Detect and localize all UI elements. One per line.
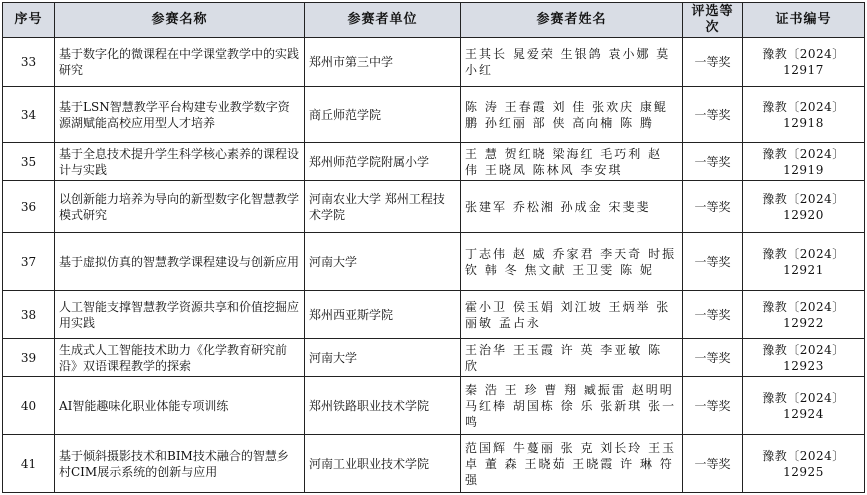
table-row — [3, 233, 865, 291]
header-people: 参赛者姓名 — [461, 3, 683, 38]
cell-unit: 河南大学 — [305, 339, 461, 377]
cell-name: 生成式人工智能技术助力《化学教育研究前沿》双语课程教学的探索 — [55, 339, 305, 377]
cell-index: 33 — [3, 38, 55, 87]
cell-unit: 河南农业大学 郑州工程技术学院 — [305, 181, 461, 233]
cell-people: 王治华 王玉霞 许 英 李亚敏 陈 欣 — [461, 339, 683, 377]
cell-people: 王 慧 贺红晓 梁海红 毛巧利 赵 伟 王晓凤 陈林风 李安琪 — [461, 143, 683, 181]
table-row — [3, 143, 865, 181]
cell-award: 一等奖 — [683, 87, 743, 143]
cell-award: 一等奖 — [683, 233, 743, 291]
cell-cert: 豫教〔2024〕12917 — [743, 38, 865, 87]
awards-table — [2, 2, 865, 493]
cell-index: 37 — [3, 233, 55, 291]
cell-cert: 豫教〔2024〕12924 — [743, 377, 865, 435]
cell-unit: 郑州师范学院附属小学 — [305, 143, 461, 181]
cell-award: 一等奖 — [683, 339, 743, 377]
header-index: 序号 — [3, 3, 55, 38]
cell-name: 人工智能支撑智慧教学资源共享和价值挖掘应用实践 — [55, 291, 305, 339]
cell-name: 基于倾斜摄影技术和BIM技术融合的智慧乡村CIM展示系统的创新与应用 — [55, 435, 305, 493]
cell-name: AI智能趣味化职业体能专项训练 — [55, 377, 305, 435]
table-row — [3, 377, 865, 435]
cell-award: 一等奖 — [683, 435, 743, 493]
cell-people: 陈 涛 王春霞 刘 佳 张欢庆 康鲲鹏 孙红丽 部 侠 高向楠 陈 腾 — [461, 87, 683, 143]
table-row — [3, 38, 865, 87]
cell-award: 一等奖 — [683, 377, 743, 435]
table-row — [3, 435, 865, 493]
cell-unit: 河南大学 — [305, 233, 461, 291]
table-row — [3, 87, 865, 143]
cell-people: 丁志伟 赵 威 乔家君 李天奇 时振钦 韩 冬 焦文献 王卫雯 陈 妮 — [461, 233, 683, 291]
cell-people: 张建军 乔松湘 孙成金 宋斐斐 — [461, 181, 683, 233]
header-unit: 参赛者单位 — [305, 3, 461, 38]
cell-name: 以创新能力培养为导向的新型数字化智慧教学模式研究 — [55, 181, 305, 233]
cell-people: 王其长 晁爱荣 生银鸽 袁小娜 莫小红 — [461, 38, 683, 87]
cell-index: 40 — [3, 377, 55, 435]
cell-unit: 郑州市第三中学 — [305, 38, 461, 87]
cell-cert: 豫教〔2024〕12918 — [743, 87, 865, 143]
cell-cert: 豫教〔2024〕12922 — [743, 291, 865, 339]
header-award: 评选等次 — [683, 3, 743, 38]
cell-index: 41 — [3, 435, 55, 493]
cell-cert: 豫教〔2024〕12919 — [743, 143, 865, 181]
cell-cert: 豫教〔2024〕12920 — [743, 181, 865, 233]
cell-unit: 郑州铁路职业技术学院 — [305, 377, 461, 435]
cell-index: 39 — [3, 339, 55, 377]
header-name: 参赛名称 — [55, 3, 305, 38]
cell-cert: 豫教〔2024〕12925 — [743, 435, 865, 493]
cell-index: 38 — [3, 291, 55, 339]
cell-award: 一等奖 — [683, 38, 743, 87]
table-row — [3, 291, 865, 339]
cell-cert: 豫教〔2024〕12923 — [743, 339, 865, 377]
cell-award: 一等奖 — [683, 291, 743, 339]
cell-people: 霍小卫 侯玉娟 刘江坡 王炳举 张丽敏 孟占永 — [461, 291, 683, 339]
cell-unit: 郑州西亚斯学院 — [305, 291, 461, 339]
cell-name: 基于数字化的微课程在中学课堂教学中的实践研究 — [55, 38, 305, 87]
table-row — [3, 339, 865, 377]
cell-index: 35 — [3, 143, 55, 181]
cell-award: 一等奖 — [683, 181, 743, 233]
cell-index: 36 — [3, 181, 55, 233]
cell-unit: 河南工业职业技术学院 — [305, 435, 461, 493]
table-row — [3, 181, 865, 233]
cell-name: 基于LSN智慧教学平台构建专业教学数字资源湖赋能高校应用型人才培养 — [55, 87, 305, 143]
header-cert: 证书编号 — [743, 3, 865, 38]
cell-cert: 豫教〔2024〕12921 — [743, 233, 865, 291]
cell-award: 一等奖 — [683, 143, 743, 181]
table-header-row — [3, 3, 865, 38]
cell-name: 基于全息技术提升学生科学核心素养的课程设计与实践 — [55, 143, 305, 181]
cell-people: 秦 浩 王 珍 曹 翔 臧振雷 赵明明 马红棒 胡国栋 徐 乐 张新琪 张一鸣 — [461, 377, 683, 435]
cell-people: 范国辉 牛蔓丽 张 克 刘长玲 王玉卓 董 森 王晓茹 王晓霞 许 琳 符 强 — [461, 435, 683, 493]
cell-index: 34 — [3, 87, 55, 143]
cell-name: 基于虚拟仿真的智慧教学课程建设与创新应用 — [55, 233, 305, 291]
cell-unit: 商丘师范学院 — [305, 87, 461, 143]
